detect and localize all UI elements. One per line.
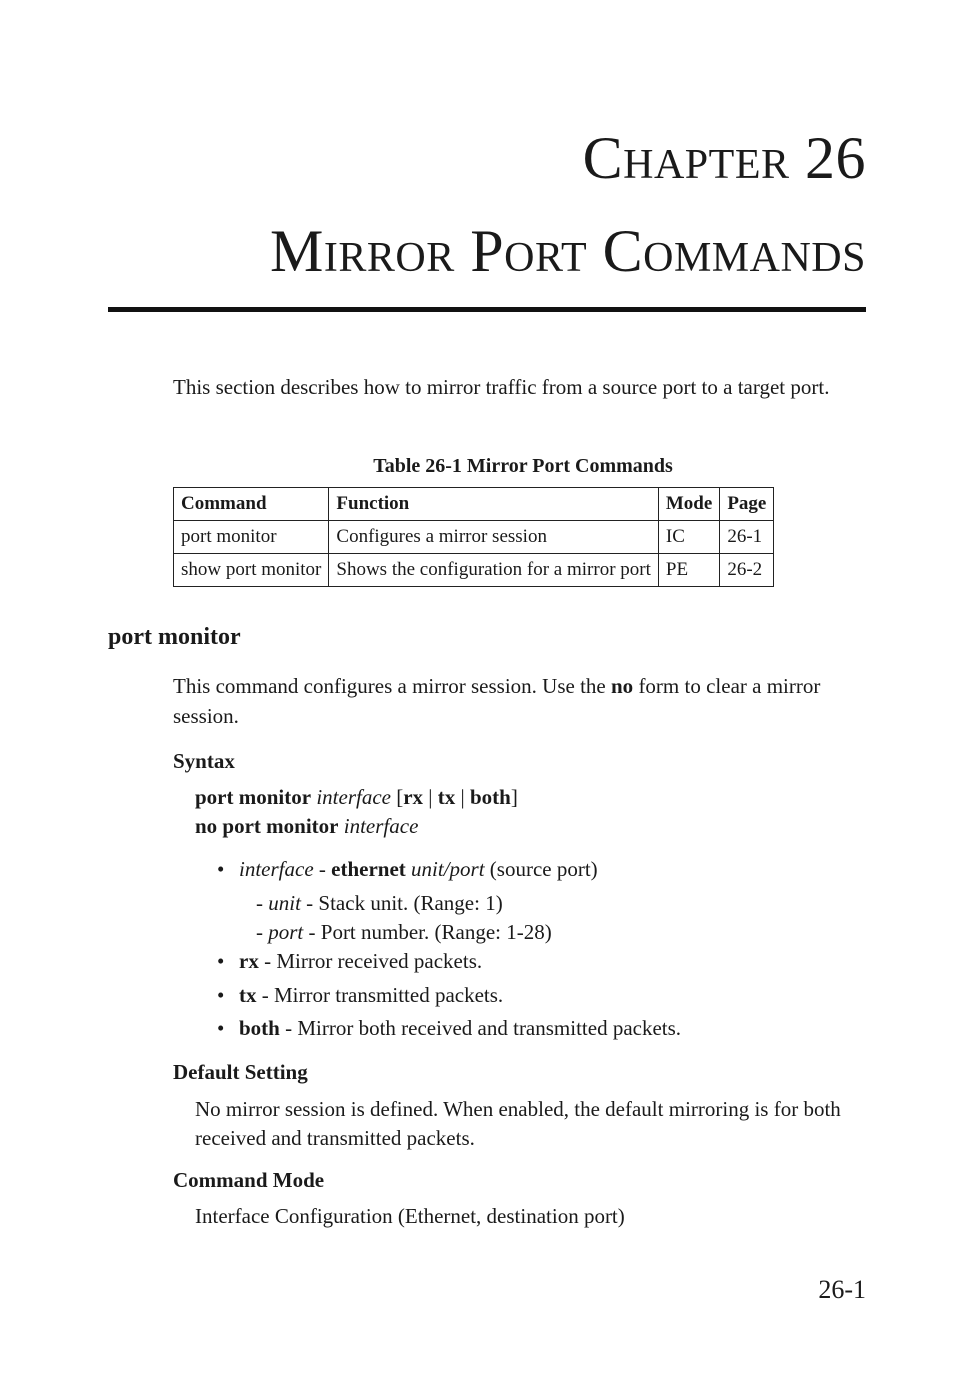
param-dash: - [313, 857, 332, 881]
syntax-line-2 [195, 814, 418, 839]
section-heading: port monitor [108, 624, 241, 650]
param-desc: - Mirror received packets. [258, 949, 483, 973]
param-tx [217, 983, 504, 1008]
syntax-heading: Syntax [173, 749, 235, 773]
sub-dash: - [256, 891, 269, 915]
param-both [217, 1016, 682, 1041]
param-desc: - Stack unit. (Range: 1) [300, 891, 503, 915]
chapter-rule [108, 307, 866, 312]
cell-function: Shows the configuration for a mirror port [329, 554, 658, 587]
cell-mode: PE [658, 554, 719, 587]
syntax-command: port monitor [195, 785, 312, 809]
syntax-punct: [ [390, 785, 404, 809]
command-mode-text: Interface Configuration (Ethernet, destination port) [195, 1204, 625, 1228]
syntax-punct: | [423, 785, 438, 809]
cell-page: 26-1 [720, 521, 774, 554]
desc-text: This command configures a mirror session. Use the [173, 674, 611, 698]
param-rx [217, 949, 483, 974]
cell-function: Configures a mirror session [329, 521, 658, 554]
page-number: 26-1 [818, 1275, 866, 1304]
syntax-keyword: rx [403, 785, 424, 809]
param-desc: (source port) [484, 857, 598, 881]
syntax-argument: interface [316, 785, 391, 809]
param-name: rx [239, 949, 259, 973]
table-caption: Table 26-1 Mirror Port Commands [373, 455, 673, 477]
default-setting-heading: Default Setting [173, 1060, 308, 1084]
syntax-punct: | [455, 785, 470, 809]
desc-keyword: no [611, 674, 634, 698]
bullet-icon: • [217, 949, 225, 973]
param-desc: - Mirror transmitted packets. [256, 983, 504, 1007]
sub-dash: - [256, 920, 269, 944]
param-port [256, 920, 552, 945]
param-name: unit [268, 891, 301, 915]
bullet-icon: • [217, 1016, 225, 1040]
table-row [174, 521, 774, 554]
param-desc: - Port number. (Range: 1-28) [303, 920, 552, 944]
cell-page: 26-2 [720, 554, 774, 587]
section-description [173, 671, 863, 732]
param-interface [217, 857, 598, 882]
syntax-line-1 [195, 785, 518, 810]
commands-table [173, 487, 774, 587]
header-page: Page [720, 488, 774, 521]
header-function: Function [329, 488, 658, 521]
cell-command: show port monitor [174, 554, 329, 587]
intro-paragraph: This section describes how to mirror traffic from a source port to a target port. [173, 375, 830, 399]
table-header-row [174, 488, 774, 521]
table-row [174, 554, 774, 587]
chapter-label: Chapter 26 [582, 125, 866, 191]
syntax-argument: interface [343, 814, 419, 838]
param-keyword: ethernet [331, 857, 406, 881]
default-setting-text: No mirror session is defined. When enabled, the default mirroring is for both received and transmitted packets. [195, 1097, 841, 1151]
param-unit [256, 891, 503, 916]
cell-mode: IC [658, 521, 719, 554]
param-argument: unit/port [411, 857, 485, 881]
param-name: both [239, 1016, 280, 1040]
cell-command: port monitor [174, 521, 329, 554]
bullet-icon: • [217, 983, 225, 1007]
header-command: Command [174, 488, 329, 521]
header-mode: Mode [658, 488, 719, 521]
param-name: tx [239, 983, 257, 1007]
chapter-title: Mirror Port Commands [270, 218, 866, 284]
param-name: interface [239, 857, 314, 881]
syntax-keyword: tx [437, 785, 456, 809]
syntax-command: no port monitor [195, 814, 339, 838]
param-desc: - Mirror both received and transmitted packets. [279, 1016, 682, 1040]
bullet-icon: • [217, 857, 225, 881]
syntax-punct: ] [510, 785, 518, 809]
param-name: port [268, 920, 304, 944]
command-mode-heading: Command Mode [173, 1168, 325, 1192]
desc-text: form to clear a mirror session. [173, 674, 821, 729]
syntax-keyword: both [469, 785, 511, 809]
